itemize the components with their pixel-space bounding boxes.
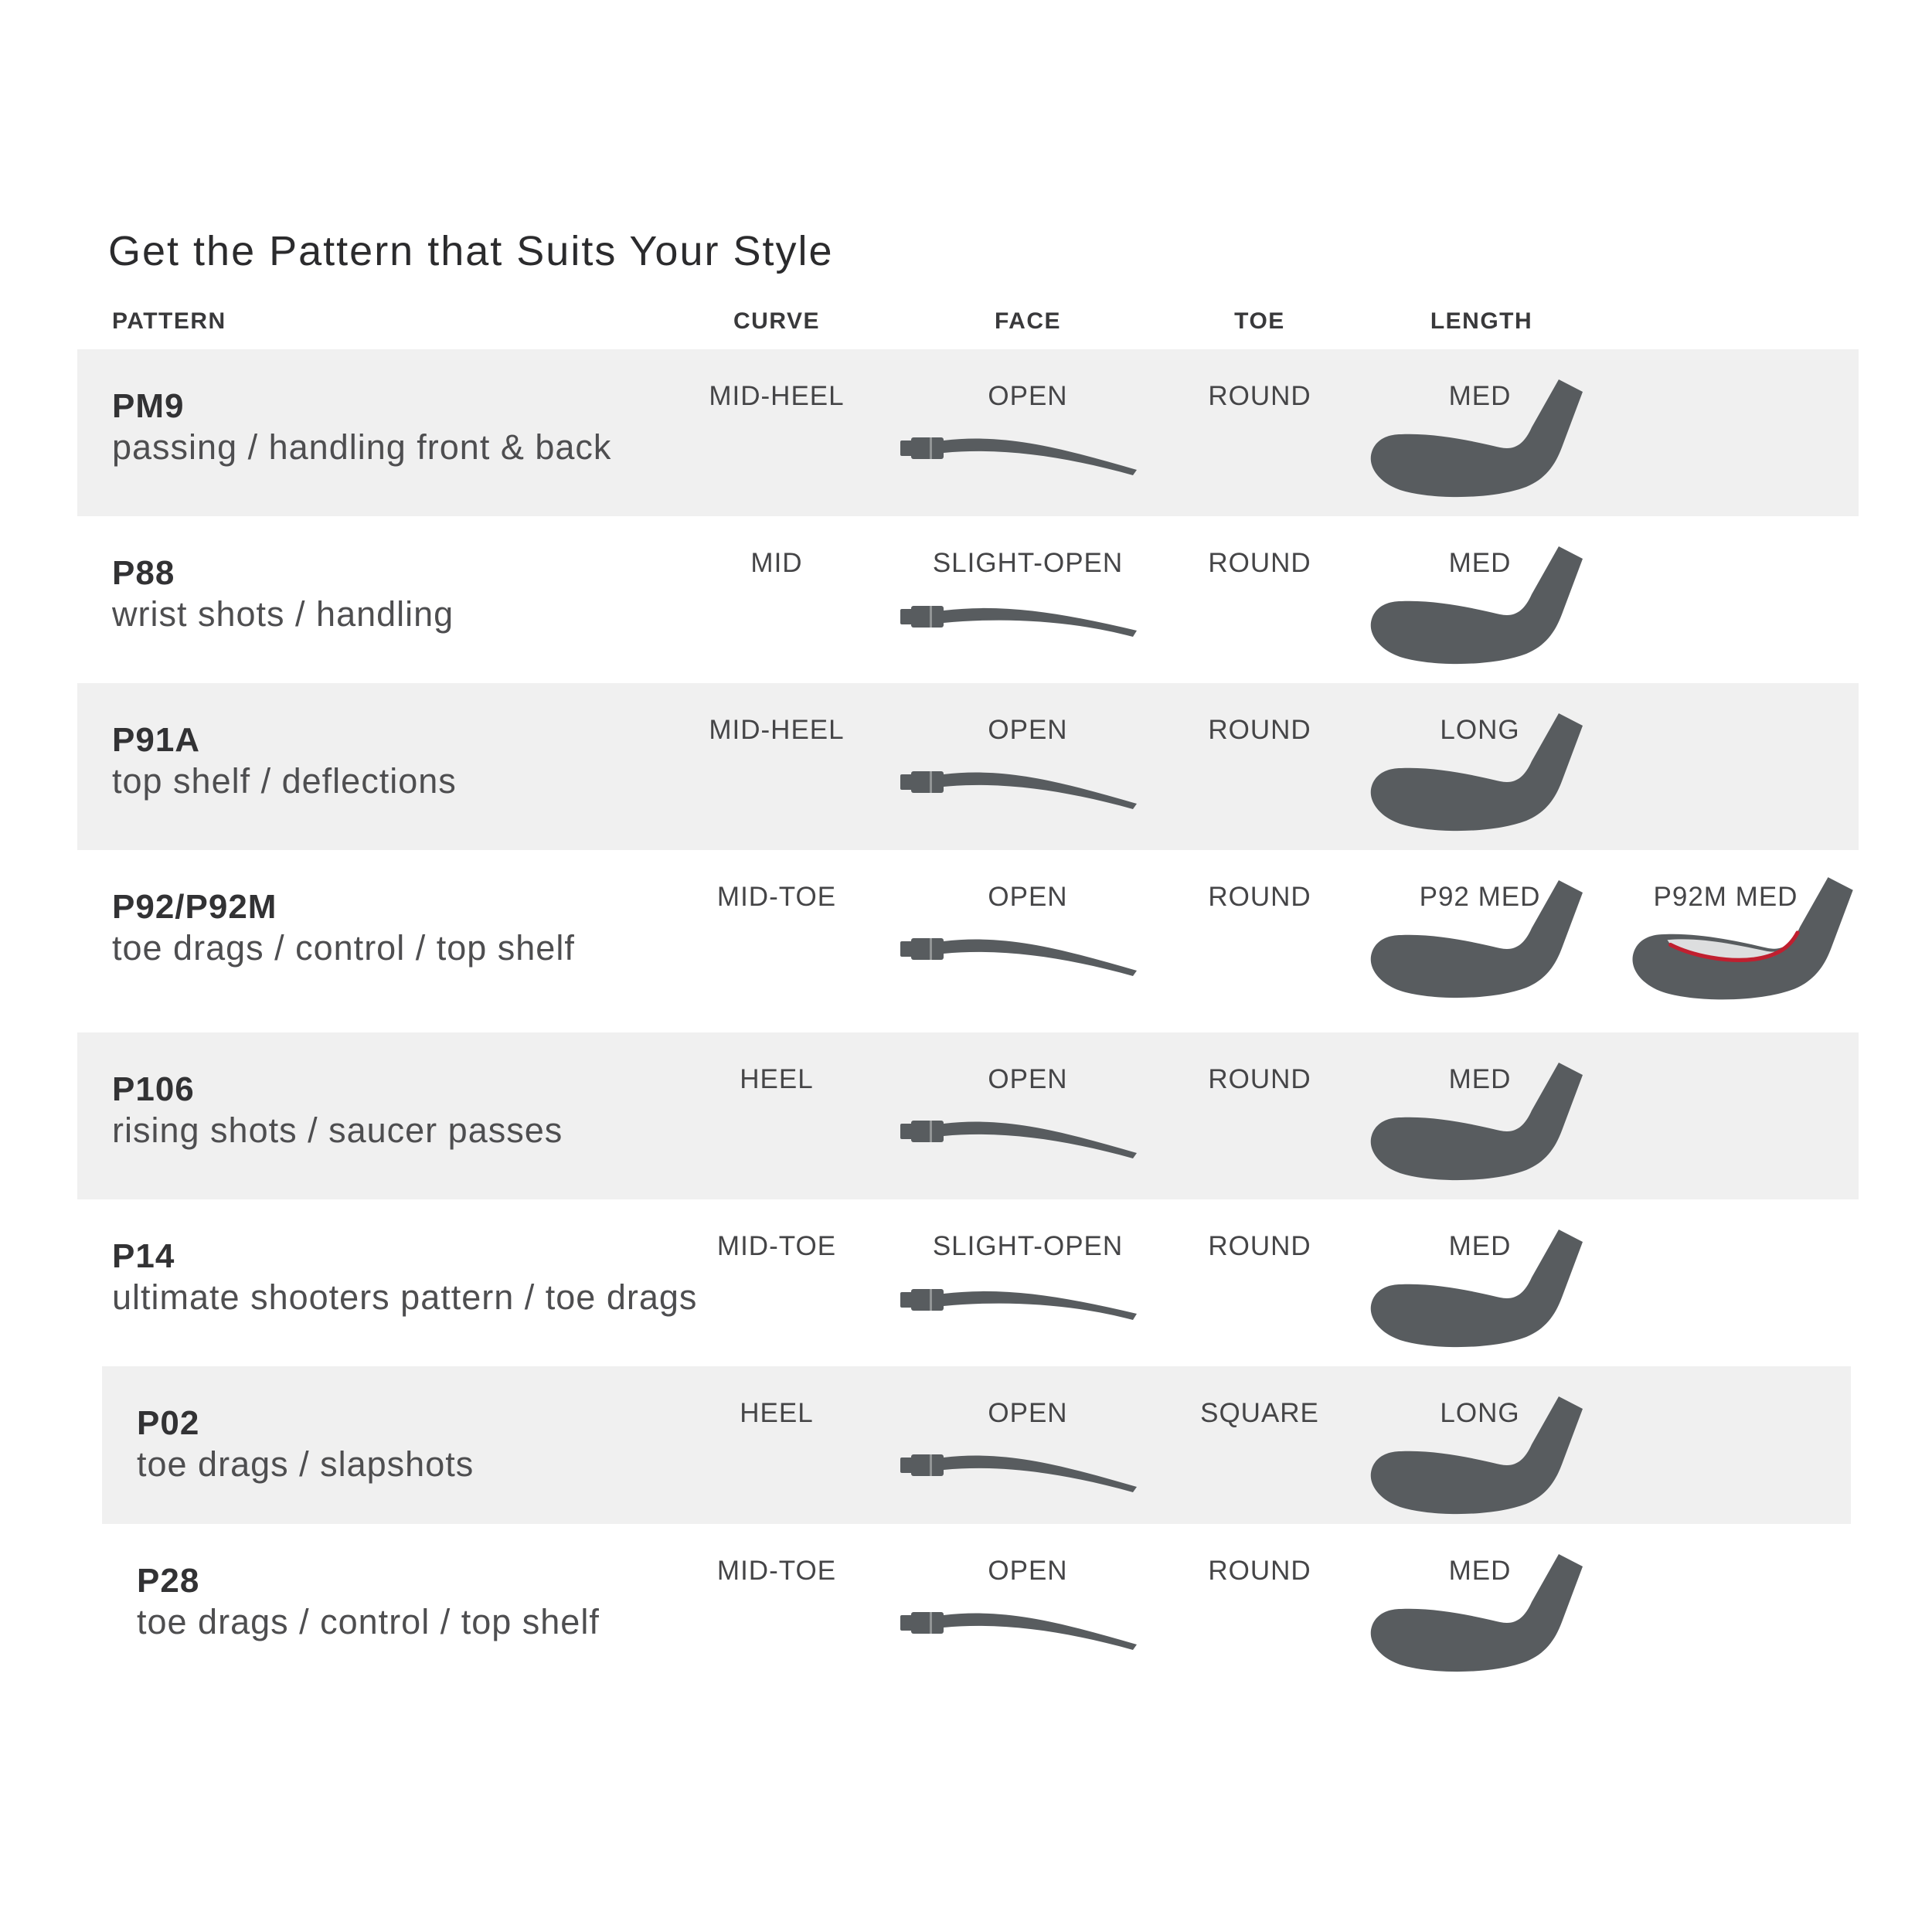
blade-silhouette-icon: [1356, 709, 1596, 835]
pattern-row-p91a: [0, 683, 1932, 850]
toe-value: ROUND: [1208, 381, 1311, 411]
curve-value: MID-TOE: [716, 1231, 837, 1261]
toe-value: ROUND: [1208, 882, 1311, 912]
pattern-name: P92/P92M: [112, 888, 277, 926]
blade-silhouette-icon-p92m: [1611, 870, 1866, 1003]
face-value: OPEN: [988, 882, 1068, 912]
pattern-row-p106: [0, 1032, 1932, 1199]
pattern-description: wrist shots / handling: [112, 594, 454, 634]
blade-face-curve-icon: [900, 594, 1148, 643]
toe-value: ROUND: [1208, 715, 1311, 745]
blade-silhouette-icon-p92: [1356, 876, 1596, 1002]
pattern-name: P91A: [112, 721, 201, 759]
blade-face-curve-icon: [900, 1444, 1148, 1493]
blade-silhouette-icon: [1356, 1550, 1596, 1675]
face-value: OPEN: [988, 715, 1068, 745]
blade-silhouette-icon: [1356, 1393, 1596, 1518]
column-header-curve: CURVE: [733, 308, 820, 334]
blade-silhouette-icon: [1356, 376, 1596, 501]
pattern-row-p28: [0, 1524, 1932, 1691]
pattern-row-p92: [0, 850, 1932, 1017]
length-value-p92: P92 MED: [1419, 882, 1541, 912]
length-value: LONG: [1440, 1398, 1520, 1428]
page-title: Get the Pattern that Suits Your Style: [108, 228, 834, 274]
length-value: LONG: [1440, 715, 1520, 745]
blade-face-curve-icon: [900, 760, 1148, 810]
pattern-row-p02: [0, 1366, 1932, 1524]
curve-value: HEEL: [740, 1064, 814, 1094]
pattern-description: toe drags / slapshots: [137, 1444, 474, 1484]
column-header-length: LENGTH: [1430, 308, 1533, 334]
length-value: MED: [1448, 548, 1512, 578]
blade-face-curve-icon: [900, 927, 1148, 977]
length-value: MED: [1448, 1064, 1512, 1094]
face-value: SLIGHT-OPEN: [932, 548, 1124, 578]
face-value: OPEN: [988, 381, 1068, 411]
pattern-name: P14: [112, 1237, 175, 1275]
blade-face-curve-icon: [900, 1601, 1148, 1651]
pattern-description: top shelf / deflections: [112, 761, 457, 801]
pattern-description: toe drags / control / top shelf: [112, 928, 575, 968]
blade-face-curve-icon: [900, 1110, 1148, 1159]
pattern-name: P88: [112, 554, 175, 592]
curve-value: MID-HEEL: [709, 715, 845, 745]
toe-value: ROUND: [1208, 1231, 1311, 1261]
toe-value: SQUARE: [1200, 1398, 1319, 1428]
toe-value: ROUND: [1208, 1556, 1311, 1586]
face-value: SLIGHT-OPEN: [932, 1231, 1124, 1261]
curve-value: MID-TOE: [716, 1556, 837, 1586]
column-header-pattern: PATTERN: [112, 308, 226, 334]
length-value: MED: [1448, 1556, 1512, 1586]
pattern-name: PM9: [112, 387, 185, 425]
blade-silhouette-icon: [1356, 1226, 1596, 1351]
blade-silhouette-icon: [1356, 543, 1596, 668]
curve-value: MID: [750, 548, 803, 578]
curve-value: HEEL: [740, 1398, 814, 1428]
length-value: MED: [1448, 1231, 1512, 1261]
blade-face-curve-icon: [900, 1277, 1148, 1326]
pattern-description: rising shots / saucer passes: [112, 1111, 563, 1150]
column-header-face: FACE: [994, 308, 1061, 334]
pattern-row-pm9: [0, 349, 1932, 516]
pattern-name: P106: [112, 1070, 195, 1108]
toe-value: ROUND: [1208, 548, 1311, 578]
blade-silhouette-icon: [1356, 1059, 1596, 1184]
pattern-description: ultimate shooters pattern / toe drags: [112, 1277, 698, 1317]
pattern-name: P02: [137, 1404, 200, 1442]
curve-value: MID-TOE: [716, 882, 837, 912]
column-header-toe: TOE: [1234, 308, 1285, 334]
pattern-row-p14: [0, 1199, 1932, 1366]
face-value: OPEN: [988, 1064, 1068, 1094]
curve-value: MID-HEEL: [709, 381, 845, 411]
length-value: MED: [1448, 381, 1512, 411]
face-value: OPEN: [988, 1398, 1068, 1428]
pattern-description: toe drags / control / top shelf: [137, 1602, 600, 1641]
face-value: OPEN: [988, 1556, 1068, 1586]
pattern-name: P28: [137, 1562, 200, 1600]
blade-face-curve-icon: [900, 427, 1148, 476]
toe-value: ROUND: [1208, 1064, 1311, 1094]
pattern-row-p88: [0, 516, 1932, 683]
pattern-description: passing / handling front & back: [112, 427, 612, 467]
length-value-p92m: P92M MED: [1653, 882, 1798, 912]
